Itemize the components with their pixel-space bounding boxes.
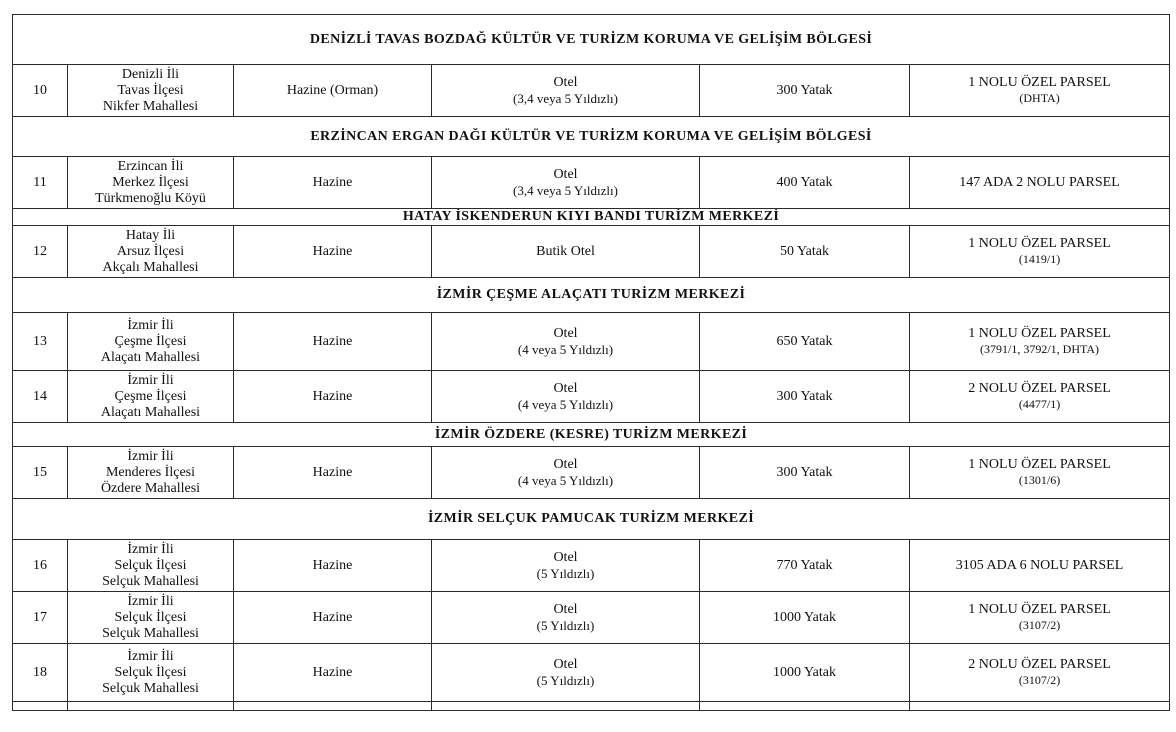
capacity-cell: 650 Yatak (700, 313, 910, 371)
stub-cell (13, 702, 68, 711)
district: Çeşme İlçesi (114, 388, 187, 404)
table-row (13, 592, 1170, 644)
parcel-cell (910, 157, 1170, 209)
location-cell (68, 592, 234, 644)
location-cell (68, 540, 234, 592)
parcel-cell (910, 226, 1170, 278)
neighborhood: Selçuk Mahallesi (102, 625, 199, 641)
section-title: İZMİR SELÇUK PAMUCAK TURİZM MERKEZİ (13, 499, 1170, 540)
parcel-cell (910, 644, 1170, 702)
section-header-row (13, 278, 1170, 313)
section-header-row (13, 499, 1170, 540)
stub-cell (432, 702, 700, 711)
district: Selçuk İlçesi (114, 557, 187, 573)
function-cell (432, 540, 700, 592)
province: İzmir İli (127, 317, 174, 333)
district: Selçuk İlçesi (114, 664, 187, 680)
capacity-cell: 770 Yatak (700, 540, 910, 592)
function-cell (432, 157, 700, 209)
parcel-detail: (3107/2) (1018, 673, 1061, 687)
section-header-row (13, 15, 1170, 65)
parcel-name: 1 NOLU ÖZEL PARSEL (968, 236, 1111, 251)
stub-cell (910, 702, 1170, 711)
district: Arsuz İlçesi (116, 243, 185, 259)
province: Denizli İli (121, 66, 180, 82)
section-header-row (13, 209, 1170, 226)
province: İzmir İli (127, 593, 174, 609)
function-cell (432, 65, 700, 117)
row-number: 10 (13, 65, 68, 117)
function-cell (432, 644, 700, 702)
section-title: HATAY İSKENDERUN KIYI BANDI TURİZM MERKEZİ (13, 209, 1170, 226)
parcel-name: 1 NOLU ÖZEL PARSEL (968, 75, 1111, 90)
function-type: Otel (553, 456, 578, 472)
parcel-detail: (DHTA) (1019, 91, 1060, 105)
document-page (12, 14, 1170, 711)
function-type: Otel (553, 380, 578, 396)
neighborhood: Nikfer Mahallesi (102, 98, 199, 114)
row-number: 13 (13, 313, 68, 371)
parcel-cell (910, 371, 1170, 423)
location-cell (68, 447, 234, 499)
function-detail: (5 Yıldızlı) (536, 617, 595, 633)
district: Çeşme İlçesi (114, 333, 187, 349)
table-body (13, 15, 1170, 711)
table-row (13, 65, 1170, 117)
capacity-cell: 300 Yatak (700, 371, 910, 423)
section-title: İZMİR ÇEŞME ALAÇATI TURİZM MERKEZİ (13, 278, 1170, 313)
ownership-cell: Hazine (Orman) (234, 65, 432, 117)
location-cell (68, 226, 234, 278)
stub-cell (234, 702, 432, 711)
province: İzmir İli (127, 372, 174, 388)
function-type: Otel (553, 166, 578, 182)
function-detail: (3,4 veya 5 Yıldızlı) (513, 182, 618, 198)
function-detail: (3,4 veya 5 Yıldızlı) (513, 90, 618, 106)
location-cell (68, 644, 234, 702)
location-cell (68, 157, 234, 209)
capacity-cell: 1000 Yatak (700, 592, 910, 644)
capacity-cell: 300 Yatak (700, 447, 910, 499)
function-type: Butik Otel (536, 243, 595, 259)
neighborhood: Selçuk Mahallesi (102, 680, 199, 696)
table-continuation (13, 702, 1170, 711)
ownership-cell: Hazine (234, 540, 432, 592)
parcel-cell (910, 65, 1170, 117)
neighborhood: Selçuk Mahallesi (102, 573, 199, 589)
section-title: ERZİNCAN ERGAN DAĞI KÜLTÜR VE TURİZM KORUMA VE GELİŞİM BÖLGESİ (13, 117, 1170, 157)
district: Tavas İlçesi (117, 82, 184, 98)
section-header-row (13, 423, 1170, 447)
row-number: 14 (13, 371, 68, 423)
parcel-detail: (1419/1) (1018, 252, 1061, 266)
province: İzmir İli (127, 448, 174, 464)
row-number: 12 (13, 226, 68, 278)
function-type: Otel (553, 74, 578, 90)
district: Merkez İlçesi (112, 174, 189, 190)
row-number: 18 (13, 644, 68, 702)
parcel-name: 3105 ADA 6 NOLU PARSEL (955, 557, 1124, 573)
ownership-cell: Hazine (234, 157, 432, 209)
neighborhood: Alaçatı Mahallesi (100, 404, 201, 420)
parcel-cell (910, 313, 1170, 371)
parcel-name: 147 ADA 2 NOLU PARSEL (959, 174, 1120, 190)
district: Menderes İlçesi (105, 464, 196, 480)
neighborhood: Özdere Mahallesi (100, 480, 201, 496)
capacity-cell: 300 Yatak (700, 65, 910, 117)
function-detail: (4 veya 5 Yıldızlı) (517, 396, 614, 412)
table-row (13, 540, 1170, 592)
parcel-cell (910, 592, 1170, 644)
row-number: 11 (13, 157, 68, 209)
province: Erzincan İli (117, 158, 184, 174)
parcel-cell (910, 540, 1170, 592)
row-number: 15 (13, 447, 68, 499)
function-type: Otel (553, 601, 578, 617)
neighborhood: Alaçatı Mahallesi (100, 349, 201, 365)
ownership-cell: Hazine (234, 371, 432, 423)
neighborhood: Akçalı Mahallesi (102, 259, 199, 275)
table-row (13, 157, 1170, 209)
parcel-name: 2 NOLU ÖZEL PARSEL (968, 381, 1111, 396)
district: Selçuk İlçesi (114, 609, 187, 625)
parcel-detail: (3791/1, 3792/1, DHTA) (980, 342, 1100, 356)
parcel-detail: (4477/1) (1018, 397, 1061, 411)
tourism-parcel-table (12, 14, 1170, 711)
table-row (13, 447, 1170, 499)
parcel-cell (910, 447, 1170, 499)
parcel-detail: (3107/2) (1018, 618, 1061, 632)
function-type: Otel (553, 549, 578, 565)
capacity-cell: 400 Yatak (700, 157, 910, 209)
function-cell (432, 226, 700, 278)
parcel-detail: (1301/6) (1018, 473, 1061, 487)
capacity-cell: 50 Yatak (700, 226, 910, 278)
function-detail: (4 veya 5 Yıldızlı) (517, 341, 614, 357)
table-row (13, 644, 1170, 702)
capacity-cell: 1000 Yatak (700, 644, 910, 702)
ownership-cell: Hazine (234, 226, 432, 278)
stub-cell (68, 702, 234, 711)
parcel-name: 2 NOLU ÖZEL PARSEL (968, 657, 1111, 672)
function-cell (432, 592, 700, 644)
parcel-name: 1 NOLU ÖZEL PARSEL (968, 602, 1111, 617)
section-title: İZMİR ÖZDERE (KESRE) TURİZM MERKEZİ (13, 423, 1170, 447)
parcel-name: 1 NOLU ÖZEL PARSEL (968, 326, 1111, 341)
function-type: Otel (553, 325, 578, 341)
function-cell (432, 447, 700, 499)
stub-cell (700, 702, 910, 711)
function-detail: (5 Yıldızlı) (536, 672, 595, 688)
province: Hatay İli (125, 227, 176, 243)
function-cell (432, 313, 700, 371)
table-row (13, 313, 1170, 371)
province: İzmir İli (127, 541, 174, 557)
province: İzmir İli (127, 648, 174, 664)
row-number: 17 (13, 592, 68, 644)
function-type: Otel (553, 656, 578, 672)
ownership-cell: Hazine (234, 592, 432, 644)
location-cell (68, 65, 234, 117)
section-header-row (13, 117, 1170, 157)
function-cell (432, 371, 700, 423)
function-detail: (5 Yıldızlı) (536, 565, 595, 581)
row-number: 16 (13, 540, 68, 592)
ownership-cell: Hazine (234, 644, 432, 702)
ownership-cell: Hazine (234, 313, 432, 371)
table-row (13, 371, 1170, 423)
neighborhood: Türkmenoğlu Köyü (95, 190, 206, 206)
location-cell (68, 313, 234, 371)
table-row (13, 226, 1170, 278)
parcel-name: 1 NOLU ÖZEL PARSEL (968, 457, 1111, 472)
section-title: DENİZLİ TAVAS BOZDAĞ KÜLTÜR VE TURİZM KORUMA VE GELİŞİM BÖLGESİ (13, 15, 1170, 65)
function-detail: (4 veya 5 Yıldızlı) (517, 472, 614, 488)
location-cell (68, 371, 234, 423)
ownership-cell: Hazine (234, 447, 432, 499)
